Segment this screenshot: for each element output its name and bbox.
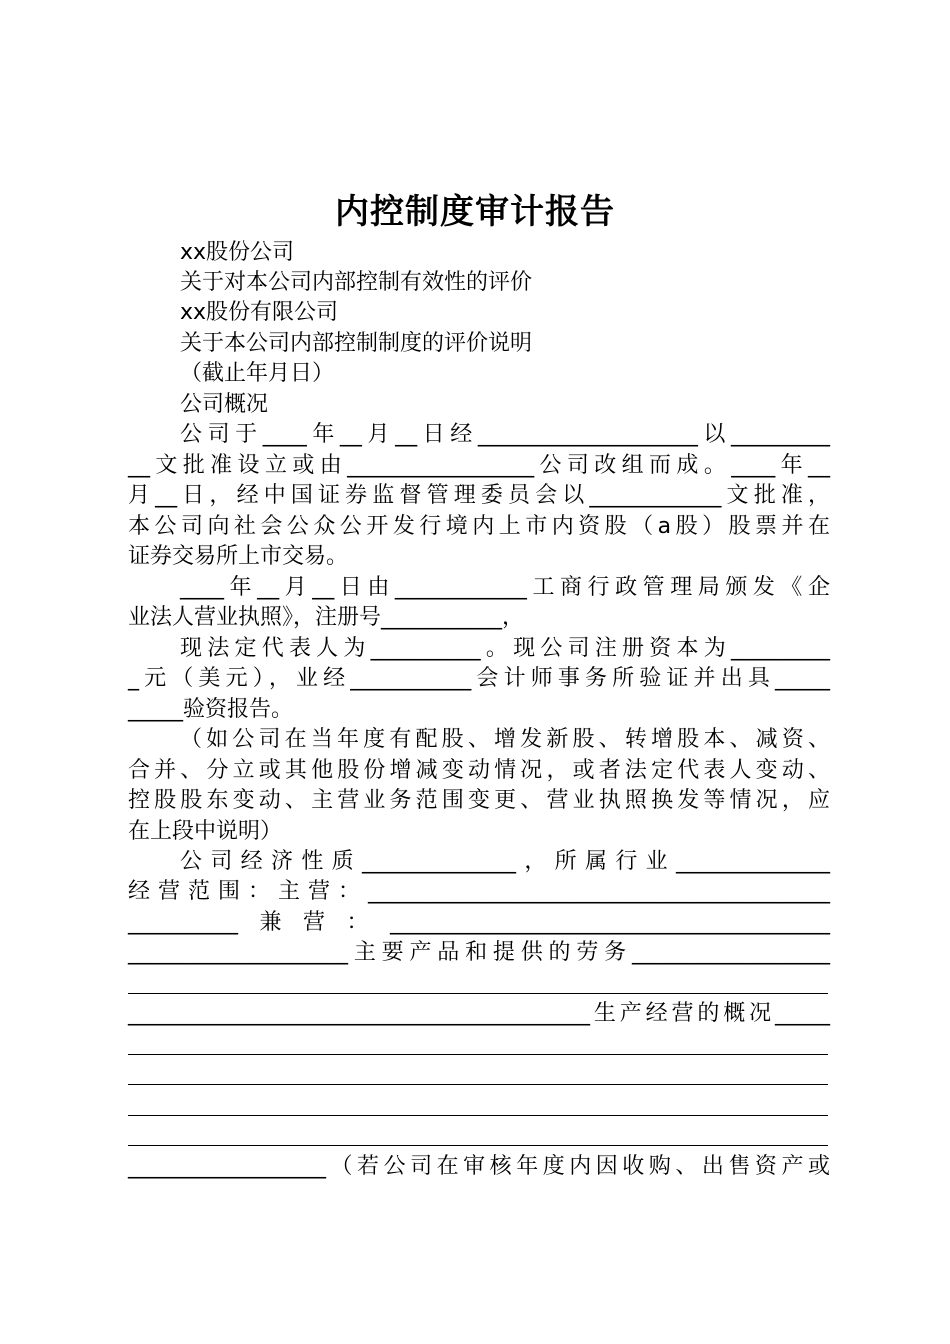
document-title: 内控制度审计报告: [335, 192, 615, 232]
text-line: 公司于____年__月__日经____________________以_________: [180, 422, 830, 447]
text-line: 本公司向社会公众公开发行境内上市内资股（a股）股票并在: [128, 514, 830, 539]
text-line: 在上段中说明）: [128, 819, 283, 844]
blank-rule: [128, 1054, 828, 1055]
text-line: xx股份公司: [180, 240, 295, 265]
text-line: __文批准设立或由_________________公司改组而成。____年__: [128, 453, 830, 478]
text-line: 关于对本公司内部控制有效性的评价: [180, 270, 533, 295]
text-line: 证券交易所上市交易。: [128, 544, 349, 569]
text-line: 现法定代表人为__________。现公司注册资本为_________: [180, 636, 830, 661]
text-line: 控股股东变动、主营业务范围变更、营业执照换发等情况，应: [128, 788, 830, 813]
blank-rule: [128, 1115, 828, 1116]
text-line: xx股份有限公司: [180, 300, 339, 325]
text-line: __________兼营：________________________________________: [128, 910, 830, 935]
blank-rule: [128, 1084, 828, 1085]
blank-rule: [128, 993, 828, 994]
text-line: __________________（若公司在审核年度内因收购、出售资产或: [128, 1154, 830, 1179]
text-line: 月__日，经中国证券监督管理委员会以____________文批准，: [128, 483, 830, 508]
text-line: ____________________主要产品和提供的劳务__________________: [128, 940, 830, 965]
text-line: 经营范围：主营：__________________________________________: [128, 879, 830, 904]
text-line: （截止年月日）: [180, 361, 335, 386]
text-line: 关于本公司内部控制制度的评价说明: [180, 331, 533, 356]
text-line: __________________________________________生产经营的概况_____: [128, 1001, 830, 1026]
text-line: ____年__月__日由____________工商行政管理局颁发《企: [180, 575, 830, 600]
text-line: 公司经济性质______________，所属行业______________: [180, 849, 830, 874]
text-line: 合并、分立或其他股份增减变动情况，或者法定代表人变动、: [128, 758, 830, 783]
text-line: 业法人营业执照》，注册号___________，: [128, 605, 525, 630]
section-heading: 公司概况: [180, 392, 269, 417]
text-line: _____验资报告。: [128, 697, 294, 722]
text-line: （如公司在当年度有配股、增发新股、转增股本、减资、: [180, 727, 830, 752]
text-line: _元（美元），业经___________会计师事务所验证并出具_____: [128, 666, 830, 691]
blank-rule: [128, 1145, 828, 1146]
